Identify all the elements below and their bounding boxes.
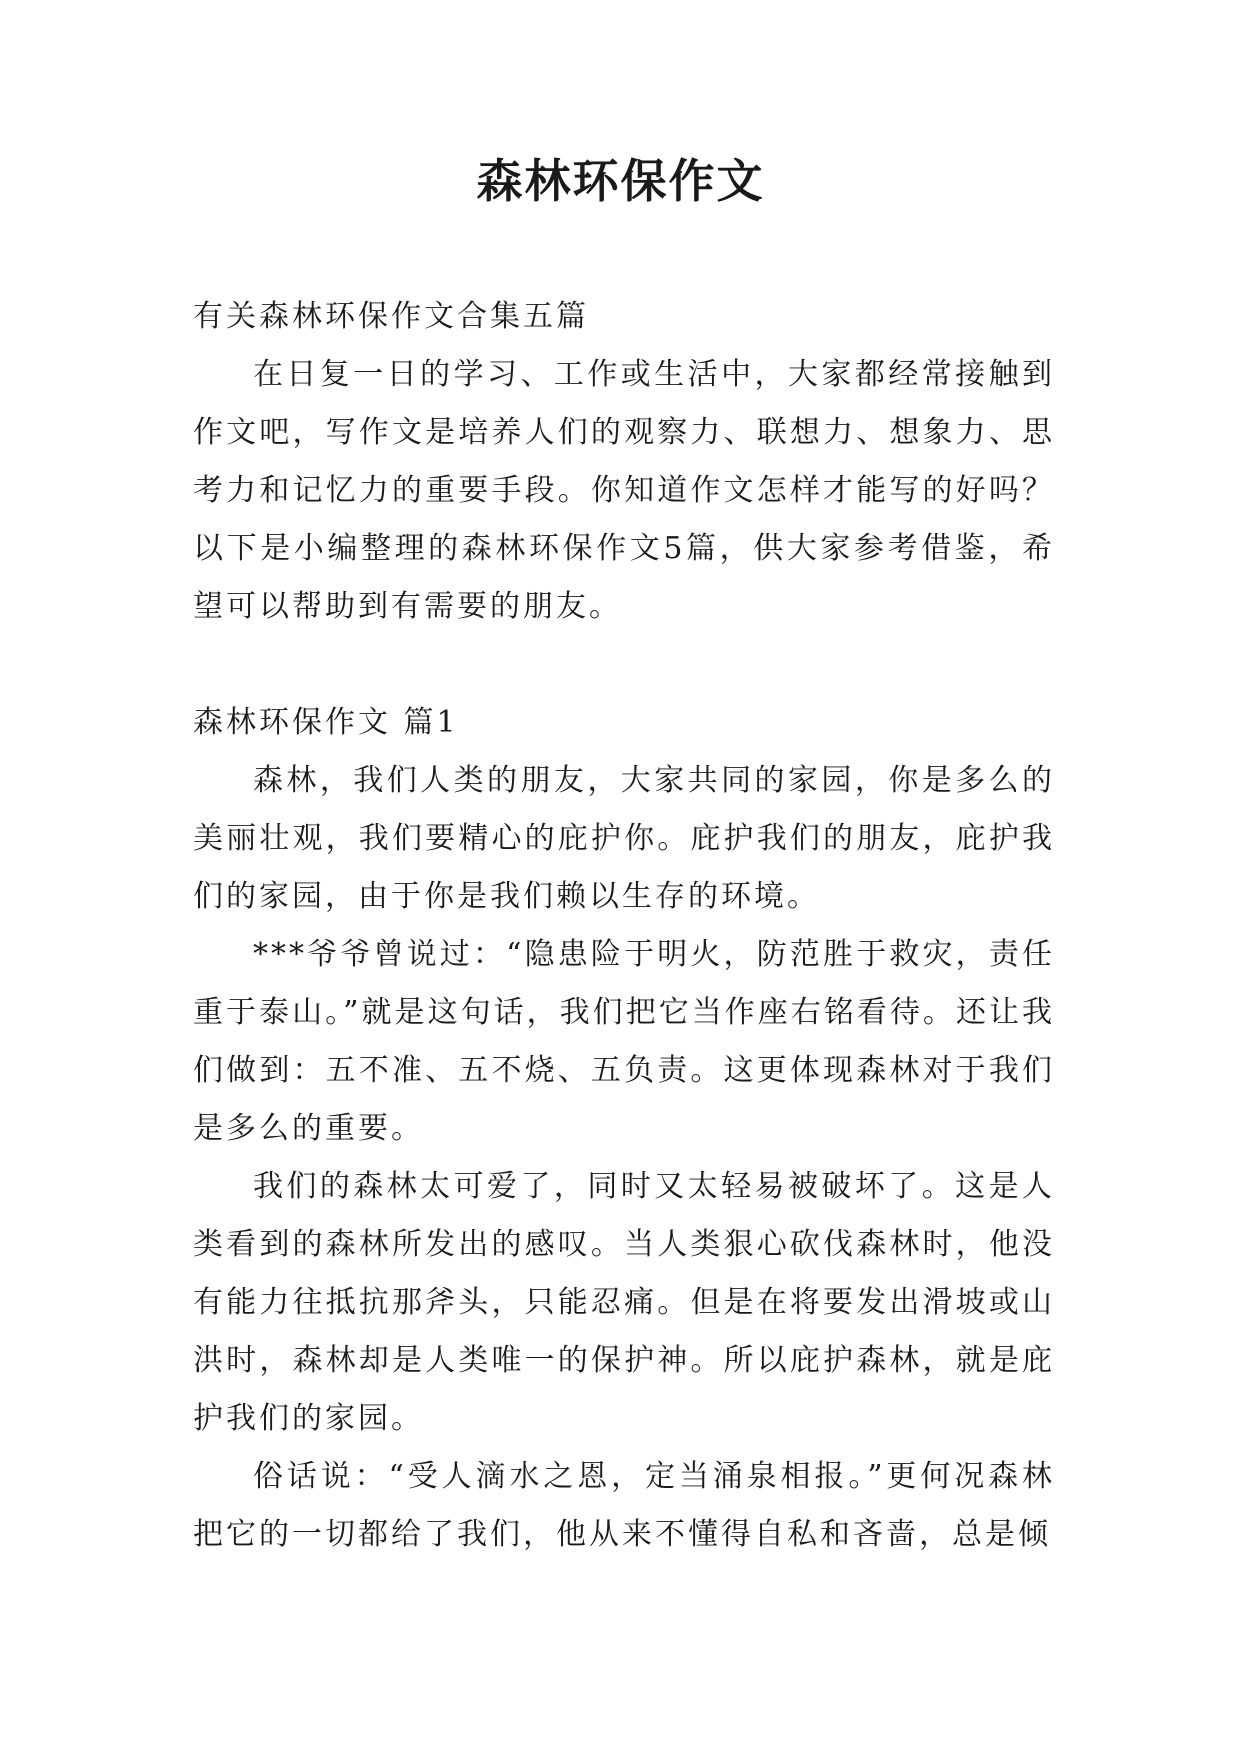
body-paragraph-1: 森林，我们人类的朋友，大家共同的家园，你是多么的美丽壮观，我们要精心的庇护你。庇护我们的朋友，庇护我们的家园，由于你是我们赖以生存的环境。	[193, 763, 1055, 914]
collection-subtitle: 有关森林环保作文合集五篇	[193, 299, 589, 334]
body-paragraph-4: 俗话说：“受人滴水之恩，定当涌泉相报。”更何况森林把它的一切都给了我们，他从来不懂得自私和吝啬，总是倾	[193, 1459, 1055, 1552]
section-spacer	[193, 636, 1055, 694]
body-paragraph-2: ***爷爷曾说过：“隐患险于明火，防范胜于救灾，责任重于泰山。”就是这句话，我们把它当作座右铭看待。还让我们做到：五不准、五不烧、五负责。这更体现森林对于我们是多么的重要。	[193, 937, 1055, 1146]
intro-paragraph: 在日复一日的学习、工作或生活中，大家都经常接触到作文吧，写作文是培养人们的观察力、联想力、想象力、思考力和记忆力的重要手段。你知道作文怎样才能写的好吗？以下是小编整理的森林环保作文5篇，供大家参考借鉴，希望可以帮助到有需要的朋友。	[193, 357, 1055, 624]
section-heading: 森林环保作文 篇1	[193, 705, 459, 740]
body-paragraph-3: 我们的森林太可爱了，同时又太轻易被破坏了。这是人类看到的森林所发出的感叹。当人类狠心砍伐森林时，他没有能力往抵抗那斧头，只能忍痛。但是在将要发出滑坡或山洪时，森林却是人类唯一的保护神。所以庇护森林，就是庇护我们的家园。	[193, 1169, 1055, 1436]
document-body	[193, 288, 1055, 1564]
document-title: 森林环保作文	[476, 154, 765, 208]
